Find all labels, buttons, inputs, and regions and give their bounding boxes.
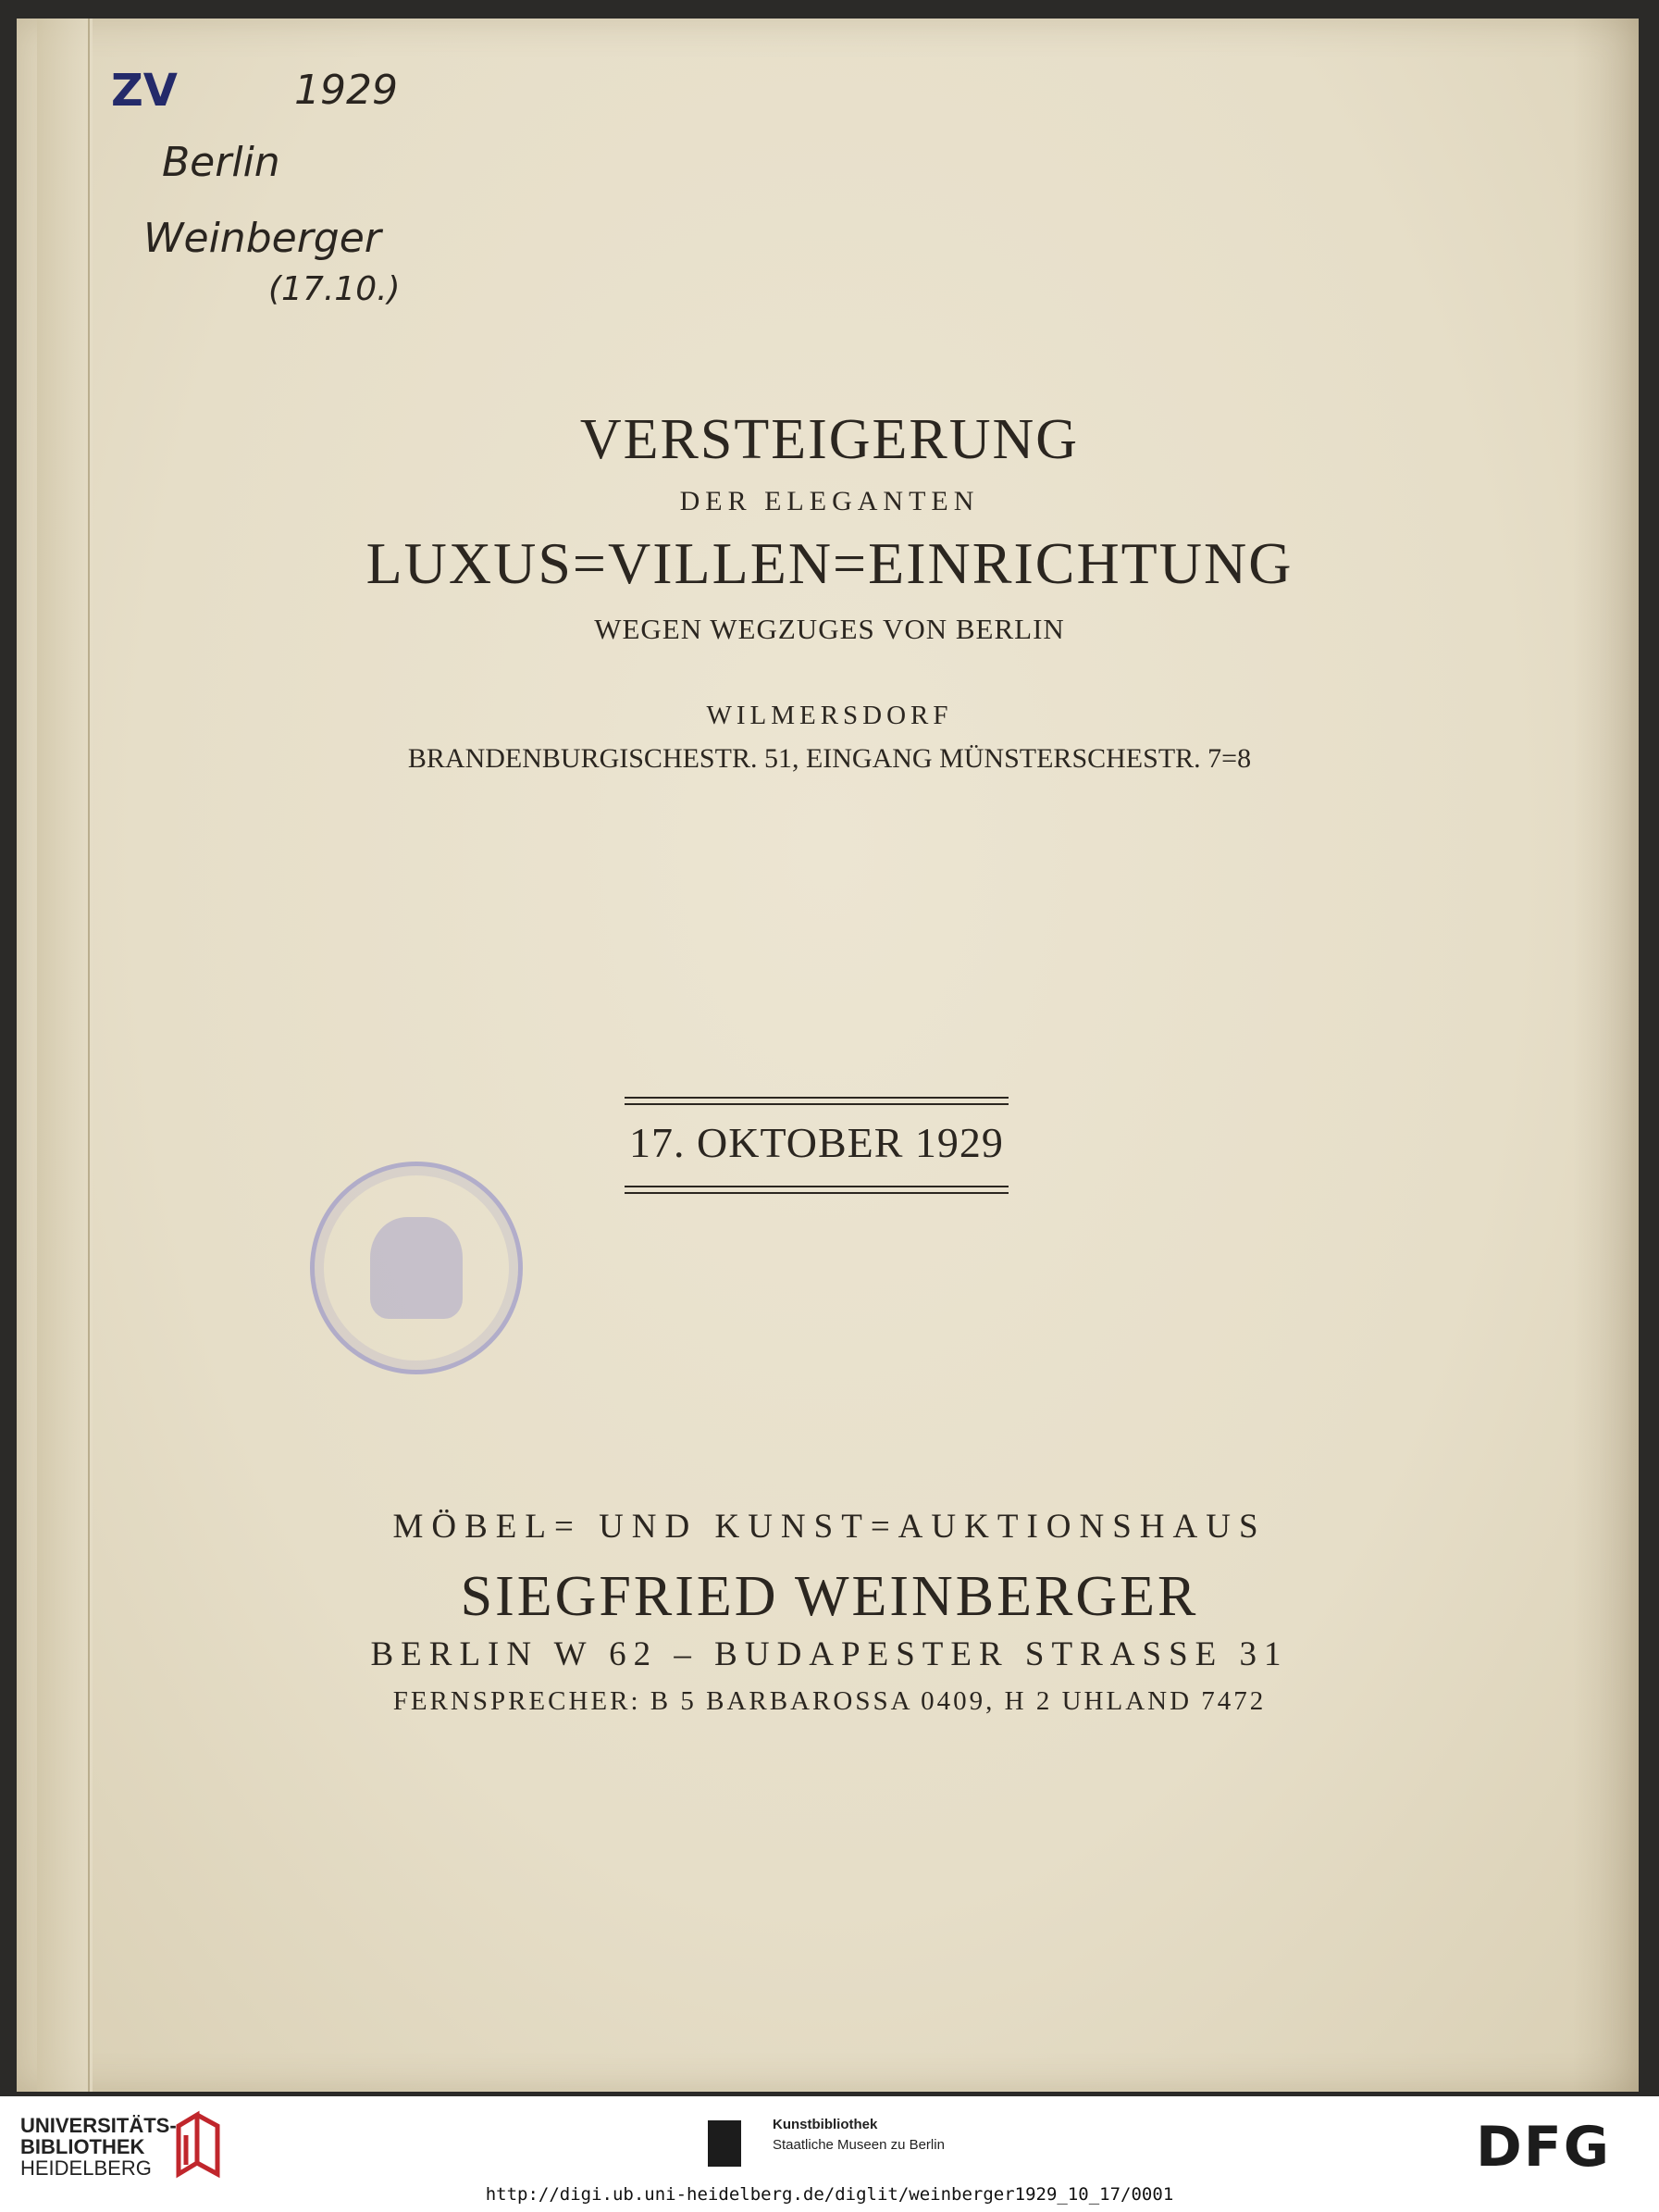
subtitle-der-eleganten: DER ELEGANTEN <box>679 486 980 516</box>
title-versteigerung: VERSTEIGERUNG <box>579 408 1080 471</box>
handwritten-date: (17.10.) <box>268 270 401 308</box>
location-address: BRANDENBURGISCHESTR. 51, EINGANG MÜNSTERSCHESTR. 7=8 <box>407 743 1252 774</box>
date-rule-bottom-1 <box>625 1186 1009 1187</box>
title-luxus-villen: LUXUS=VILLEN=EINRICHTUNG <box>365 530 1294 596</box>
date-rule-top-2 <box>625 1103 1009 1105</box>
handwritten-city: Berlin <box>162 139 280 186</box>
date-rule-top-1 <box>625 1097 1009 1099</box>
location-district: WILMERSDORF <box>706 701 953 730</box>
catalog-cover-page <box>17 19 1639 2092</box>
permalink-url[interactable]: http://digi.ub.uni-heidelberg.de/diglit/weinberger1929_10_17/0001 <box>485 2184 1174 2205</box>
dfg-logo[interactable]: DFG <box>1476 2115 1612 2180</box>
digitization-footer <box>0 2096 1659 2212</box>
handwritten-year: 1929 <box>294 67 398 114</box>
publisher-phone: FERNSPRECHER: B 5 BARBAROSSA 0409, H 2 UHLAND 7472 <box>392 1686 1267 1716</box>
ub-logo-mark-icon <box>171 2107 227 2181</box>
auction-date-box <box>625 1097 1009 1194</box>
kunstbibliothek-subtitle: Staatliche Museen zu Berlin <box>773 2137 945 2153</box>
page-edge-shadow <box>1573 19 1639 2092</box>
ub-heidelberg-logo[interactable] <box>20 2115 177 2179</box>
publisher-address: BERLIN W 62 – BUDAPESTER STRASSE 31 <box>370 1635 1289 1673</box>
ub-logo-line2: BIBLIOTHEK <box>20 2135 145 2159</box>
kunstbibliothek-mark-icon <box>708 2120 741 2167</box>
auction-date: 17. OKTOBER 1929 <box>629 1119 1004 1166</box>
subtitle-wegzug: WEGEN WEGZUGES VON BERLIN <box>594 613 1065 645</box>
publisher-type: MÖBEL= UND KUNST=AUKTIONSHAUS <box>392 1508 1267 1546</box>
publisher-name: SIEGFRIED WEINBERGER <box>460 1565 1199 1628</box>
library-stamp <box>310 1162 523 1374</box>
stamp-eagle-icon <box>370 1217 463 1319</box>
ub-logo-line3: HEIDELBERG <box>20 2156 152 2181</box>
handwritten-code: ZV <box>111 65 178 117</box>
handwritten-name: Weinberger <box>143 215 381 262</box>
kunstbibliothek-name: Kunstbibliothek <box>773 2117 878 2132</box>
ub-logo-line1: UNIVERSITÄTS- <box>20 2114 177 2137</box>
page-spine <box>37 19 93 2092</box>
spine-fold-line <box>88 19 90 2092</box>
date-rule-bottom-2 <box>625 1192 1009 1194</box>
